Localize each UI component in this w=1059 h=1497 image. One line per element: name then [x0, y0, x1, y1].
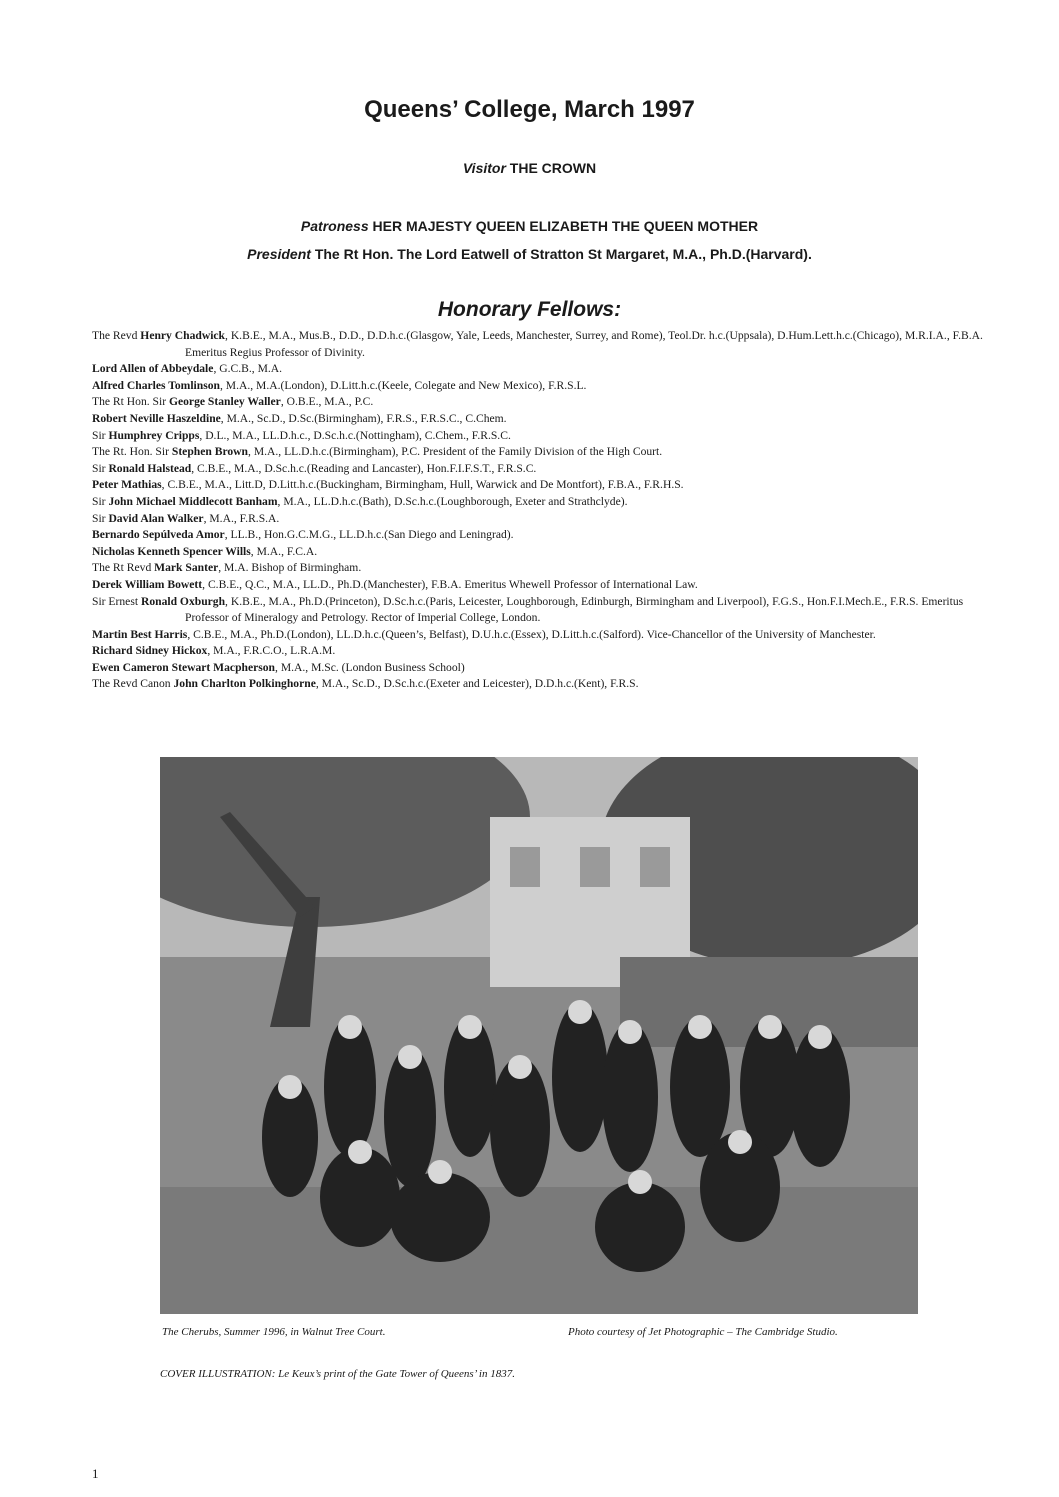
fellow-details: , M.A., LL.D.h.c.(Bath), D.Sc.h.c.(Loughborough, Exeter and Strathclyde).: [277, 494, 628, 508]
fellow-prefix: Sir Ernest: [92, 594, 141, 608]
fellow-name: Ronald Halstead: [108, 461, 192, 475]
fellow-entry: [92, 577, 1002, 594]
fellow-details: , C.B.E., M.A., D.Sc.h.c.(Reading and Lancaster), Hon.F.I.F.S.T., F.R.S.C.: [191, 461, 537, 475]
fellow-name: John Charlton Polkinghorne: [173, 677, 316, 691]
patroness-line: [0, 218, 1059, 234]
fellow-name: George Stanley Waller: [168, 395, 281, 409]
fellow-prefix: The Rt Hon. Sir: [92, 395, 169, 409]
fellow-prefix: The Rt. Hon. Sir: [92, 445, 172, 459]
fellow-name: Alfred Charles Tomlinson: [92, 378, 220, 392]
fellow-name: Robert Neville Haszeldine: [92, 411, 221, 425]
president-value: The Rt Hon. The Lord Eatwell of Stratton St Margaret, M.A., Ph.D.(Harvard).: [314, 246, 812, 262]
fellow-details: , K.B.E., M.A., Ph.D.(Princeton), D.Sc.h.c.(Paris, Leicester, Loughborough, Edinburgh, Birmingham and Liverpool), F.G.S., Hon.F.I.Mech.E., F.R.S. Emeritus Professor of Mineralogy and Petrology. Rector of Imperial College, London.: [185, 594, 964, 625]
fellow-entry: [92, 511, 1002, 528]
fellow-entry: [92, 428, 1002, 445]
fellow-name: Ewen Cameron Stewart Macpherson: [92, 660, 276, 674]
fellow-name: Martin Best Harris: [92, 627, 188, 641]
fellow-prefix: Sir: [92, 494, 109, 508]
fellow-details: , O.B.E., M.A., P.C.: [280, 395, 374, 409]
page-number: 1: [92, 1466, 99, 1481]
fellow-name: Henry Chadwick: [140, 329, 226, 342]
fellow-details: , M.A. Bishop of Birmingham.: [218, 561, 362, 575]
fellow-prefix: The Revd: [92, 329, 141, 342]
fellow-details: , D.L., M.A., LL.D.h.c., D.Sc.h.c.(Nottingham), C.Chem., F.R.S.C.: [199, 428, 511, 442]
fellow-details: , LL.B., Hon.G.C.M.G., LL.D.h.c.(San Diego and Leningrad).: [224, 528, 514, 542]
fellow-entry: [92, 660, 1002, 677]
fellow-entry: [92, 477, 1002, 494]
fellow-details: , K.B.E., M.A., Mus.B., D.D., D.D.h.c.(Glasgow, Yale, Leeds, Manchester, Surrey, and Rome), Teol.Dr. h.c.(Uppsala), D.Hum.Lett.h.c.(Chicago), M.R.I.A., F.B.A. Emeritus Regius Professor of Divinity.: [185, 329, 983, 359]
fellow-prefix: Sir: [92, 428, 109, 442]
fellow-details: , G.C.B., M.A.: [213, 362, 283, 376]
fellow-entry: [92, 676, 1002, 693]
fellow-entry: [92, 494, 1002, 511]
patroness-label: Patroness: [300, 218, 369, 234]
fellow-details: , C.B.E., M.A., Litt.D, D.Litt.h.c.(Buckingham, Birmingham, Hull, Warwick and De Montfort), F.B.A., F.R.H.S.: [161, 478, 684, 492]
fellow-name: Ronald Oxburgh: [140, 594, 226, 608]
fellow-entry: [92, 411, 1002, 428]
fellow-prefix: Sir: [92, 511, 109, 525]
fellow-entry: [92, 594, 1002, 627]
fellow-name: Peter Mathias: [92, 478, 162, 492]
fellow-details: , M.A., M.Sc. (London Business School): [275, 660, 465, 674]
president-line: [0, 246, 1059, 262]
visitor-value: THE CROWN: [509, 160, 597, 176]
fellow-details: , M.A., F.R.C.O., L.R.A.M.: [207, 644, 336, 658]
photo-caption-left: The Cherubs, Summer 1996, in Walnut Tree Court.: [162, 1326, 386, 1338]
fellow-entry: [92, 361, 1002, 378]
fellow-entry: [92, 394, 1002, 411]
fellow-prefix: The Revd Canon: [92, 677, 174, 691]
visitor-line: [0, 160, 1059, 176]
fellow-entry: [92, 444, 1002, 461]
cover-illustration-note: COVER ILLUSTRATION: Le Keux’s print of the Gate Tower of Queens’ in 1837.: [160, 1368, 515, 1380]
fellow-name: Stephen Brown: [171, 445, 249, 459]
fellow-details: , M.A., Sc.D., D.Sc.(Birmingham), F.R.S., F.R.S.C., C.Chem.: [220, 411, 507, 425]
fellow-name: Nicholas Kenneth Spencer Wills: [92, 544, 251, 558]
fellow-entry: [92, 544, 1002, 561]
honorary-fellows-heading: Honorary Fellows:: [437, 298, 622, 321]
fellow-name: Derek William Bowett: [92, 577, 203, 591]
fellow-entry: [92, 643, 1002, 660]
page-title: Queens’ College, March 1997: [364, 96, 695, 123]
fellow-details: , M.A., M.A.(London), D.Litt.h.c.(Keele, Colegate and New Mexico), F.R.S.L.: [219, 378, 587, 392]
group-photo: [160, 757, 918, 1314]
fellow-name: Bernardo Sepúlveda Amor: [92, 528, 225, 542]
fellow-entry: [92, 328, 1002, 361]
fellow-name: Mark Santer: [154, 561, 219, 575]
fellow-name: Humphrey Cripps: [108, 428, 200, 442]
fellow-entry: [92, 627, 1002, 644]
photo-caption-right: Photo courtesy of Jet Photographic – The Cambridge Studio.: [568, 1326, 838, 1338]
honorary-fellows-list: [92, 328, 1002, 693]
fellow-details: , M.A., F.R.S.A.: [203, 511, 280, 525]
fellow-details: , C.B.E., M.A., Ph.D.(London), LL.D.h.c.(Queen’s, Belfast), D.U.h.c.(Essex), D.Litt.h.c.(Salford). Vice-Chancellor of the University of Manchester.: [187, 627, 876, 641]
group-photo-illustration: [160, 757, 918, 1314]
fellow-prefix: Sir: [92, 461, 109, 475]
fellow-details: , M.A., Sc.D., D.Sc.h.c.(Exeter and Leicester), D.D.h.c.(Kent), F.R.S.: [315, 677, 639, 691]
fellow-name: John Michael Middlecott Banham: [108, 494, 278, 508]
fellow-entry: [92, 527, 1002, 544]
fellow-name: David Alan Walker: [108, 511, 204, 525]
fellow-name: Lord Allen of Abbeydale: [92, 362, 214, 376]
fellow-entry: [92, 461, 1002, 478]
fellow-details: , M.A., LL.D.h.c.(Birmingham), P.C. President of the Family Division of the High Court.: [248, 445, 663, 459]
fellow-name: Richard Sidney Hickox: [92, 644, 208, 658]
fellow-details: , C.B.E., Q.C., M.A., LL.D., Ph.D.(Manchester), F.B.A. Emeritus Whewell Professor of International Law.: [202, 577, 698, 591]
visitor-label: Visitor: [462, 160, 506, 176]
fellow-details: , M.A., F.C.A.: [250, 544, 318, 558]
president-label: President: [247, 246, 311, 262]
fellow-prefix: The Rt Revd: [92, 561, 155, 575]
fellow-entry: [92, 378, 1002, 395]
fellow-entry: [92, 560, 1002, 577]
patroness-value: HER MAJESTY QUEEN ELIZABETH THE QUEEN MOTHER: [372, 218, 759, 234]
